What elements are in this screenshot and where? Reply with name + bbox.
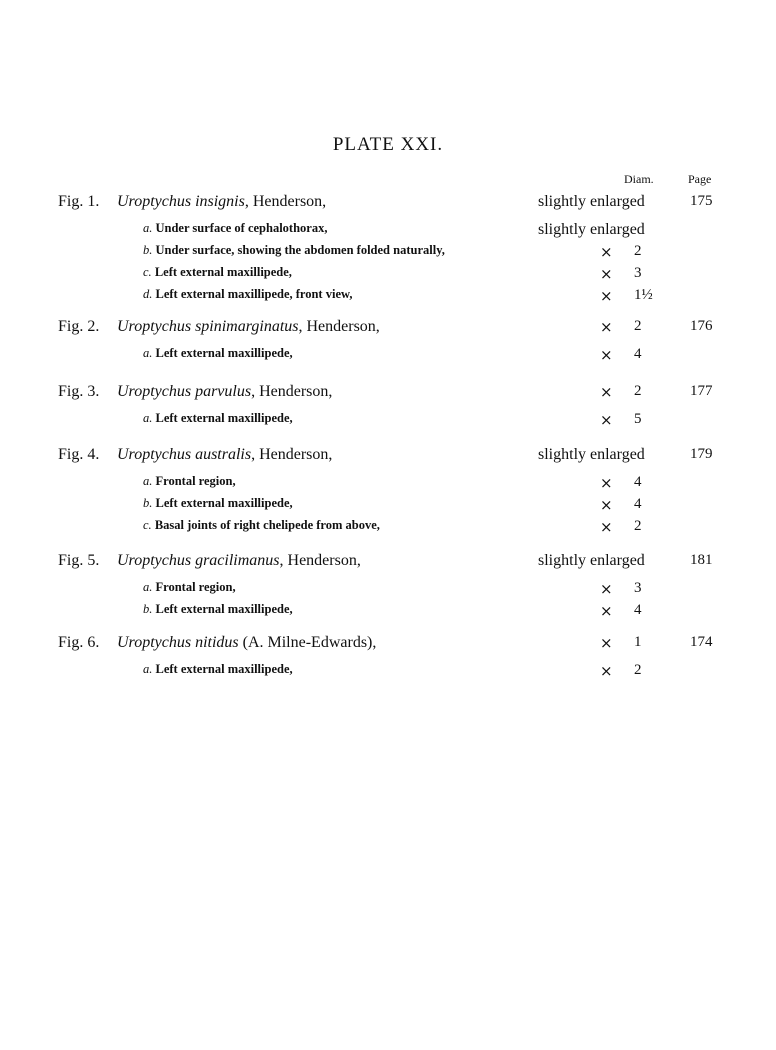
sub-figure-magnification: 2 — [634, 243, 642, 259]
species-binomial: Uroptychus gracilimanus — [117, 552, 280, 569]
sub-figure-caption — [143, 580, 236, 595]
sub-figure-times-symbol: × — [600, 496, 613, 514]
sub-figure-magnification: 4 — [634, 346, 642, 362]
species-binomial: Uroptychus parvulus — [117, 383, 252, 400]
sub-figure-letter: a. — [143, 411, 156, 425]
sub-figure-letter: b. — [143, 243, 156, 257]
sub-figure-row — [0, 474, 776, 496]
sub-figure-magnification: 2 — [634, 662, 642, 678]
figure-label: Fig. 1. — [58, 193, 100, 210]
sub-figure-row — [0, 221, 776, 243]
species-name — [117, 383, 332, 401]
sub-figure-text: Under surface, showing the abdomen folded naturally, — [155, 243, 445, 257]
figure-times-symbol: × — [600, 318, 613, 336]
sub-figure-times-symbol: × — [600, 518, 613, 536]
species-author: , Henderson, — [298, 318, 380, 335]
sub-figure-caption — [143, 411, 293, 426]
sub-figure-caption — [143, 346, 293, 361]
figure-label: Fig. 6. — [58, 634, 100, 651]
sub-figure-row — [0, 265, 776, 287]
figure-magnification: 2 — [634, 318, 642, 334]
sub-figure-row — [0, 346, 776, 368]
sub-figure-row — [0, 518, 776, 540]
species-author: (A. Milne-Edwards), — [238, 634, 377, 651]
figure-row — [0, 193, 776, 215]
figure-magnification: slightly enlarged — [538, 552, 645, 569]
sub-figure-caption — [143, 474, 236, 489]
sub-figure-times-symbol: × — [600, 411, 613, 429]
sub-figure-letter: a. — [143, 580, 156, 594]
sub-figure-letter: a. — [143, 474, 156, 488]
figure-magnification: 2 — [634, 383, 642, 399]
page-number: 174 — [690, 634, 713, 650]
figure-label: Fig. 2. — [58, 318, 100, 335]
sub-figure-text: Frontal region, — [155, 580, 236, 594]
page-number: 176 — [690, 318, 713, 334]
species-binomial: Uroptychus nitidus — [117, 634, 239, 651]
sub-figure-caption — [143, 496, 293, 511]
sub-figure-text: Basal joints of right chelipede from above, — [154, 518, 380, 532]
species-author: , Henderson, — [244, 193, 327, 210]
sub-figure-letter: a. — [143, 662, 156, 676]
sub-figure-caption — [143, 243, 445, 258]
species-author: , Henderson, — [251, 383, 333, 400]
sub-figure-magnification: 4 — [634, 602, 642, 618]
sub-figure-caption — [143, 602, 293, 617]
species-name — [117, 634, 376, 652]
figure-magnification: slightly enlarged — [538, 446, 645, 463]
diam-column-header: Diam. — [624, 172, 654, 186]
sub-figure-times-symbol: × — [600, 662, 613, 680]
sub-figure-text: Left external maxillipede, front view, — [155, 287, 353, 301]
figure-magnification: 1 — [634, 634, 642, 650]
sub-figure-text: Frontal region, — [155, 474, 236, 488]
sub-figure-text: Under surface of cephalothorax, — [155, 221, 328, 235]
sub-figure-row — [0, 602, 776, 624]
sub-figure-magnification: 3 — [634, 265, 642, 281]
sub-figure-times-symbol: × — [600, 346, 613, 364]
species-binomial: Uroptychus australis — [117, 446, 252, 463]
figure-times-symbol: × — [600, 634, 613, 652]
page-number: 179 — [690, 446, 713, 462]
species-binomial: Uroptychus spinimarginatus — [117, 318, 299, 335]
sub-figure-times-symbol: × — [600, 474, 613, 492]
sub-figure-text: Left external maxillipede, — [155, 411, 293, 425]
sub-figure-magnification: 4 — [634, 474, 642, 490]
sub-figure-magnification: 2 — [634, 518, 642, 534]
sub-figure-times-symbol: × — [600, 580, 613, 598]
sub-figure-row — [0, 411, 776, 433]
page-column-header: Page — [688, 172, 712, 186]
sub-figure-letter: c. — [143, 265, 155, 279]
species-author: , Henderson, — [251, 446, 333, 463]
sub-figure-text: Left external maxillipede, — [155, 602, 293, 616]
figure-label: Fig. 5. — [58, 552, 100, 569]
figure-row — [0, 552, 776, 574]
figure-row — [0, 318, 776, 340]
sub-figure-letter: b. — [143, 496, 156, 510]
sub-figure-magnification: 5 — [634, 411, 642, 427]
sub-figure-magnification: 3 — [634, 580, 642, 596]
species-binomial: Uroptychus insignis — [117, 193, 245, 210]
sub-figure-times-symbol: × — [600, 602, 613, 620]
page-number: 175 — [690, 193, 713, 209]
page-number: 177 — [690, 383, 713, 399]
sub-figure-magnification: slightly enlarged — [538, 221, 645, 238]
sub-figure-caption — [143, 287, 352, 302]
figure-label: Fig. 3. — [58, 383, 100, 400]
figure-row — [0, 446, 776, 468]
plate-title: PLATE XXI. — [332, 134, 444, 155]
sub-figure-text: Left external maxillipede, — [155, 346, 293, 360]
sub-figure-magnification: 1½ — [634, 287, 653, 303]
figure-times-symbol: × — [600, 383, 613, 401]
species-name — [117, 446, 332, 464]
sub-figure-text: Left external maxillipede, — [155, 496, 293, 510]
sub-figure-row — [0, 287, 776, 309]
figure-row — [0, 634, 776, 656]
sub-figure-row — [0, 496, 776, 518]
sub-figure-times-symbol: × — [600, 287, 613, 305]
sub-figure-text: Left external maxillipede, — [155, 662, 293, 676]
sub-figure-caption — [143, 518, 380, 533]
sub-figure-times-symbol: × — [600, 243, 613, 261]
page-number: 181 — [690, 552, 713, 568]
sub-figure-text: Left external maxillipede, — [154, 265, 292, 279]
sub-figure-caption — [143, 662, 293, 677]
figure-magnification: slightly enlarged — [538, 193, 645, 210]
sub-figure-caption — [143, 265, 292, 280]
sub-figure-letter: d. — [143, 287, 156, 301]
sub-figure-row — [0, 243, 776, 265]
species-name — [117, 193, 326, 211]
species-author: , Henderson, — [279, 552, 361, 569]
species-name — [117, 318, 380, 336]
sub-figure-letter: b. — [143, 602, 156, 616]
sub-figure-row — [0, 580, 776, 602]
sub-figure-letter: a. — [143, 346, 156, 360]
sub-figure-letter: a. — [143, 221, 156, 235]
sub-figure-magnification: 4 — [634, 496, 642, 512]
sub-figure-row — [0, 662, 776, 684]
figure-label: Fig. 4. — [58, 446, 100, 463]
figure-row — [0, 383, 776, 405]
sub-figure-letter: c. — [143, 518, 155, 532]
species-name — [117, 552, 361, 570]
sub-figure-caption — [143, 221, 327, 236]
sub-figure-times-symbol: × — [600, 265, 613, 283]
